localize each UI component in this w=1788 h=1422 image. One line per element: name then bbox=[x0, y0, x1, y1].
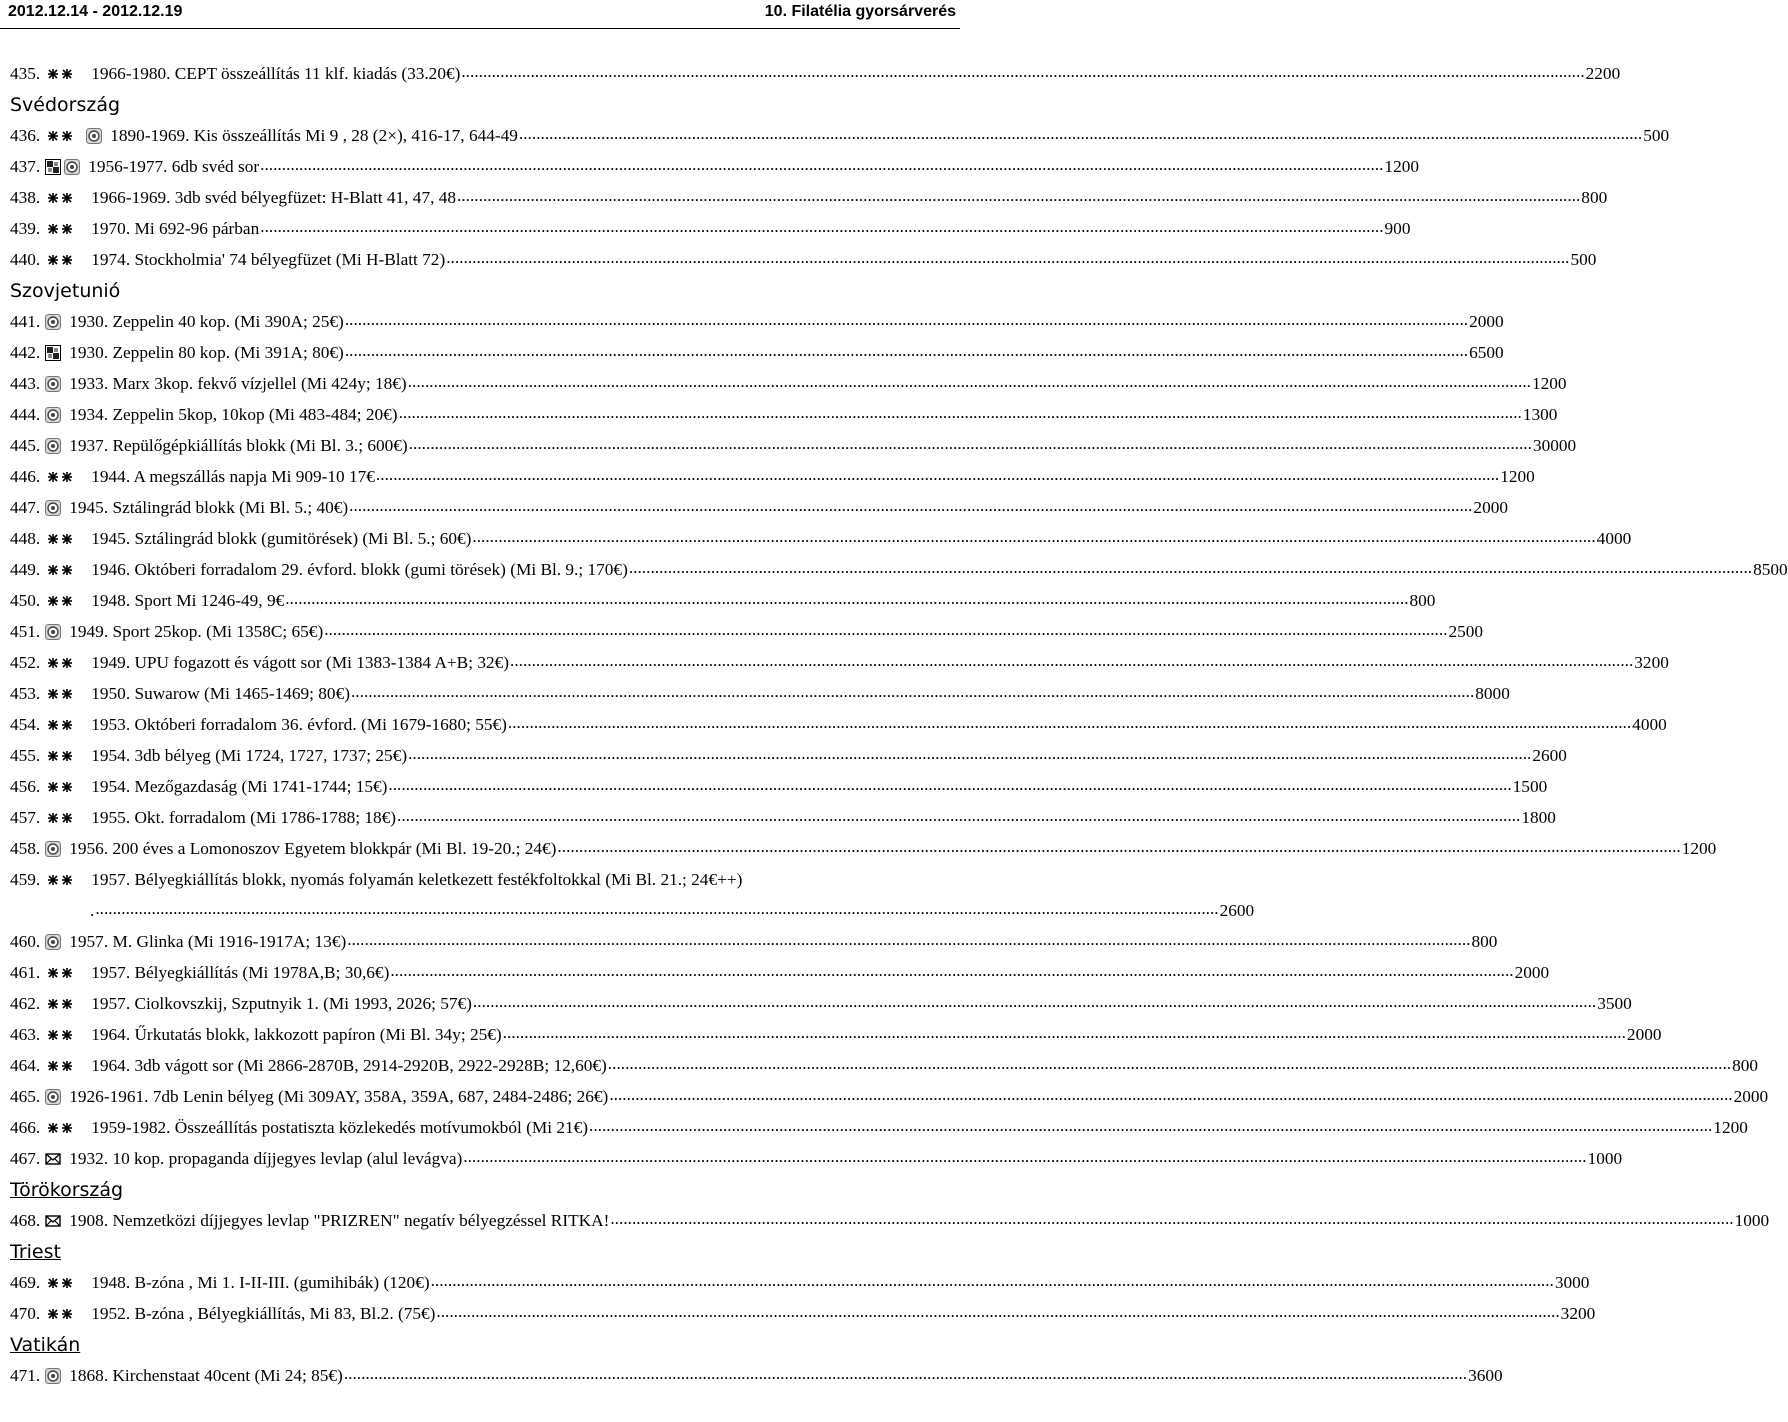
condition-icons bbox=[45, 531, 86, 547]
lot-price: 2500 bbox=[1448, 621, 1484, 641]
country-heading-text: Szovjetunió bbox=[10, 279, 121, 302]
lot-price: 500 bbox=[1643, 125, 1670, 145]
lot-price: 1200 bbox=[1681, 838, 1717, 858]
dot-leader: .................................................................................................................................................................................................................................................................... bbox=[408, 744, 1532, 763]
lot-number: 440. bbox=[10, 249, 41, 269]
lot-description: 1930. Zeppelin 40 kop. (Mi 390A; 25€) bbox=[69, 311, 344, 331]
lot-price: 2200 bbox=[1585, 63, 1621, 83]
lot-row bbox=[10, 306, 1504, 337]
lot-description: 1957. Bélyegkiállítás (Mi 1978A,B; 30,6€) bbox=[91, 962, 390, 982]
condition-icons bbox=[45, 252, 86, 268]
lot-number: 443. bbox=[10, 373, 41, 393]
lot-continuation bbox=[10, 895, 1255, 926]
lot-price: 1200 bbox=[1384, 156, 1419, 176]
lot-price: 1300 bbox=[1522, 404, 1558, 424]
lot-description: 1953. Októberi forradalom 36. évford. (Mi 1679-1680; 55€) bbox=[91, 714, 507, 734]
lot-number: 438. bbox=[10, 187, 41, 207]
double-star-icon bbox=[45, 562, 83, 578]
lot-description: 1948. B-zóna , Mi 1. I-II-III. (gumihibák) (120€) bbox=[91, 1272, 430, 1292]
lot-description: 1946. Októberi forradalom 29. évford. blokk (gumi törések) (Mi Bl. 9.; 170€) bbox=[91, 559, 628, 579]
lot-number: 451. bbox=[10, 621, 41, 641]
lot-description: 1966-1980. CEPT összeállítás 11 klf. kiadás (33.20€) bbox=[91, 63, 461, 83]
lot-price: 900 bbox=[1384, 218, 1411, 238]
lot-row bbox=[10, 802, 1556, 833]
circle-postmark-icon bbox=[64, 159, 80, 175]
double-star-icon bbox=[45, 252, 83, 268]
dot-leader: .................................................................................................................................................................................................................................................................... bbox=[510, 651, 1634, 670]
dot-leader: .................................................................................................................................................................................................................................................................... bbox=[398, 403, 1522, 422]
lot-description: 1948. Sport Mi 1246-49, 9€ bbox=[91, 590, 285, 610]
lot-price: 2600 bbox=[1219, 900, 1255, 920]
condition-icons bbox=[45, 1275, 86, 1291]
double-star-icon bbox=[45, 810, 83, 826]
lot-row bbox=[10, 523, 1632, 554]
lot-row bbox=[10, 120, 1670, 151]
dot-leader: .................................................................................................................................................................................................................................................................... bbox=[397, 806, 1521, 825]
dot-leader: .................................................................................................................................................................................................................................................................... bbox=[607, 1054, 1732, 1073]
lot-list bbox=[10, 58, 1788, 1391]
lot-number: 456. bbox=[10, 776, 41, 796]
lot-price: 2000 bbox=[1514, 962, 1550, 982]
dot-leader: .................................................................................................................................................................................................................................................................... bbox=[436, 1302, 1560, 1321]
double-star-icon bbox=[45, 593, 83, 609]
lot-description: 1956-1977. 6db svéd sor bbox=[88, 156, 260, 176]
double-star-icon bbox=[45, 66, 83, 82]
lot-price: 2600 bbox=[1532, 745, 1567, 765]
condition-icons bbox=[45, 407, 64, 423]
lot-row bbox=[10, 585, 1436, 616]
lot-description: 1934. Zeppelin 5kop, 10kop (Mi 483-484; 20€) bbox=[69, 404, 398, 424]
lot-number: 461. bbox=[10, 962, 41, 982]
dot-leader: .................................................................................................................................................................................................................................................................... bbox=[390, 961, 1514, 980]
lot-price: 800 bbox=[1409, 590, 1436, 610]
condition-icons bbox=[45, 500, 64, 516]
dot-leader: .................................................................................................................................................................................................................................................................... bbox=[407, 372, 1531, 391]
lot-description: 1954. 3db bélyeg (Mi 1724, 1727, 1737; 25€) bbox=[91, 745, 408, 765]
lot-row bbox=[10, 1081, 1769, 1112]
dot-leader: .................................................................................................................................................................................................................................................................... bbox=[260, 217, 1384, 236]
condition-icons bbox=[45, 190, 86, 206]
country-heading-text: Törökország bbox=[10, 1178, 124, 1201]
lot-description: 1952. B-zóna , Bélyegkiállítás, Mi 83, Bl.2. (75€) bbox=[91, 1303, 436, 1323]
lot-number: 452. bbox=[10, 652, 41, 672]
lot-price: 1000 bbox=[1587, 1148, 1623, 1168]
lot-row bbox=[10, 1205, 1770, 1236]
dot-leader: .................................................................................................................................................................................................................................................................... bbox=[95, 899, 1219, 918]
lot-row bbox=[10, 1360, 1503, 1391]
dot-leader: .................................................................................................................................................................................................................................................................... bbox=[343, 1364, 1468, 1383]
double-star-icon bbox=[45, 779, 83, 795]
circle-postmark-icon bbox=[45, 1368, 61, 1384]
lot-number: 465. bbox=[10, 1086, 41, 1106]
dot-leader: .................................................................................................................................................................................................................................................................... bbox=[610, 1209, 1734, 1228]
lot-number: 448. bbox=[10, 528, 41, 548]
condition-icons bbox=[45, 934, 64, 950]
lot-row bbox=[10, 213, 1411, 244]
lot-number: 463. bbox=[10, 1024, 41, 1044]
lot-price: 3600 bbox=[1468, 1365, 1503, 1385]
lot-description: 1950. Suwarow (Mi 1465-1469; 80€) bbox=[91, 683, 350, 703]
circle-postmark-icon bbox=[45, 438, 61, 454]
lot-price: 3200 bbox=[1634, 652, 1669, 672]
lot-description: 1970. Mi 692-96 párban bbox=[91, 218, 260, 238]
lot-number: 445. bbox=[10, 435, 41, 455]
lot-row bbox=[10, 1050, 1758, 1081]
lot-row bbox=[10, 182, 1608, 213]
lot-description: 1944. A megszállás napja Mi 909-10 17€ bbox=[91, 466, 375, 486]
lot-price: 4000 bbox=[1632, 714, 1667, 734]
lot-price: 800 bbox=[1471, 931, 1498, 951]
lot-price: 1000 bbox=[1734, 1210, 1770, 1230]
dot-leader: .................................................................................................................................................................................................................................................................... bbox=[609, 1085, 1733, 1104]
condition-icons bbox=[45, 717, 86, 733]
lot-price: 6500 bbox=[1469, 342, 1504, 362]
condition-icons bbox=[45, 1089, 64, 1105]
circle-postmark-icon bbox=[45, 1089, 61, 1105]
lot-price: 3000 bbox=[1554, 1272, 1590, 1292]
lot-number: 466. bbox=[10, 1117, 41, 1137]
lot-number: 467. bbox=[10, 1148, 41, 1168]
lot-price: 8000 bbox=[1475, 683, 1510, 703]
lot-number: 470. bbox=[10, 1303, 41, 1323]
condition-icons bbox=[45, 593, 86, 609]
condition-icons bbox=[45, 128, 105, 144]
condition-icons bbox=[45, 1368, 64, 1384]
lot-number: 458. bbox=[10, 838, 41, 858]
lot-description: 1868. Kirchenstaat 40cent (Mi 24; 85€) bbox=[69, 1365, 343, 1385]
lot-number: 471. bbox=[10, 1365, 41, 1385]
condition-icons bbox=[45, 345, 64, 361]
lot-row bbox=[10, 1298, 1596, 1329]
dot-leader: .................................................................................................................................................................................................................................................................... bbox=[344, 310, 1469, 329]
condition-icons bbox=[45, 1213, 64, 1229]
lot-row bbox=[10, 771, 1548, 802]
date-range: 2012.12.14 - 2012.12.19 bbox=[8, 3, 183, 20]
dot-leader: .................................................................................................................................................................................................................................................................... bbox=[502, 1023, 1626, 1042]
lot-number: 437. bbox=[10, 156, 41, 176]
circle-postmark-icon bbox=[45, 934, 61, 950]
lot-row bbox=[10, 1112, 1748, 1143]
lot-row bbox=[10, 492, 1508, 523]
lot-number: 444. bbox=[10, 404, 41, 424]
lot-price: 30000 bbox=[1532, 435, 1577, 455]
lot-description: 1957. Ciolkovszkij, Szputnyik 1. (Mi 1993, 2026; 57€) bbox=[91, 993, 472, 1013]
lot-price: 1200 bbox=[1713, 1117, 1748, 1137]
lot-description: 1937. Repülőgépkiállítás blokk (Mi Bl. 3.; 600€) bbox=[69, 435, 408, 455]
lot-number: 435. bbox=[10, 63, 41, 83]
dot-leader: .................................................................................................................................................................................................................................................................... bbox=[446, 248, 1570, 267]
lot-number: 442. bbox=[10, 342, 41, 362]
lot-number: 469. bbox=[10, 1272, 41, 1292]
lot-row bbox=[10, 1143, 1623, 1174]
lot-number: 459. bbox=[10, 869, 41, 889]
lot-description: 1908. Nemzetközi díjjegyes levlap "PRIZREN" negatív bélyegzéssel RITKA! bbox=[69, 1210, 610, 1230]
circle-postmark-icon bbox=[45, 500, 61, 516]
lot-row bbox=[10, 1019, 1662, 1050]
condition-icons bbox=[45, 655, 86, 671]
double-star-icon bbox=[45, 221, 83, 237]
lot-description: 1932. 10 kop. propaganda díjjegyes levlap (alul levágva) bbox=[69, 1148, 463, 1168]
double-star-icon bbox=[45, 872, 83, 888]
lot-row bbox=[10, 554, 1788, 585]
lot-number: 447. bbox=[10, 497, 41, 517]
circle-postmark-icon bbox=[45, 314, 61, 330]
lot-description: 1949. Sport 25kop. (Mi 1358C; 65€) bbox=[69, 621, 324, 641]
lot-price: 3200 bbox=[1560, 1303, 1596, 1323]
section-title: 10. Filatélia gyorsárverés bbox=[764, 3, 956, 20]
condition-icons bbox=[45, 438, 64, 454]
double-star-icon bbox=[45, 1120, 83, 1136]
condition-icons bbox=[45, 562, 86, 578]
country-heading-text: Vatikán bbox=[10, 1333, 81, 1356]
lot-number: 436. bbox=[10, 125, 41, 145]
condition-icons bbox=[45, 996, 86, 1012]
country-heading bbox=[10, 275, 872, 306]
country-heading-text: Svédország bbox=[10, 93, 121, 116]
envelope-icon bbox=[45, 1151, 61, 1167]
lot-row bbox=[10, 988, 1632, 1019]
lot-row bbox=[10, 58, 1621, 89]
circle-postmark-icon bbox=[86, 128, 102, 144]
double-star-icon bbox=[45, 1306, 83, 1322]
lot-price: 3500 bbox=[1597, 993, 1632, 1013]
condition-icons bbox=[45, 748, 86, 764]
condition-icons bbox=[45, 686, 86, 702]
lot-row bbox=[10, 1267, 1590, 1298]
condition-icons bbox=[45, 221, 86, 237]
dot-leader: .................................................................................................................................................................................................................................................................... bbox=[557, 837, 1681, 856]
dot-leader: .................................................................................................................................................................................................................................................................... bbox=[408, 434, 1532, 453]
lot-number: 446. bbox=[10, 466, 41, 486]
double-star-icon bbox=[45, 748, 83, 764]
condition-icons bbox=[45, 624, 64, 640]
lot-row bbox=[10, 678, 1510, 709]
lot-number: 441. bbox=[10, 311, 41, 331]
condition-icons bbox=[45, 1120, 86, 1136]
dot-leader: .................................................................................................................................................................................................................................................................... bbox=[350, 682, 1475, 701]
lot-number: 468. bbox=[10, 1210, 41, 1230]
lot-row bbox=[10, 244, 1597, 275]
lot-row bbox=[10, 337, 1504, 368]
dot-leader: .................................................................................................................................................................................................................................................................... bbox=[472, 527, 1596, 546]
double-star-icon bbox=[45, 1058, 83, 1074]
lot-price: 800 bbox=[1732, 1055, 1758, 1075]
double-star-icon bbox=[45, 717, 83, 733]
condition-icons bbox=[45, 1306, 86, 1322]
double-star-icon bbox=[45, 190, 83, 206]
condition-icons bbox=[45, 1151, 64, 1167]
lot-description: 1933. Marx 3kop. fekvő vízjellel (Mi 424y; 18€) bbox=[69, 373, 407, 393]
condition-icons bbox=[45, 1027, 86, 1043]
lot-number: 454. bbox=[10, 714, 41, 734]
condition-icons bbox=[45, 376, 64, 392]
lot-number: 460. bbox=[10, 931, 41, 951]
lot-number: 457. bbox=[10, 807, 41, 827]
lot-price: 2000 bbox=[1733, 1086, 1769, 1106]
condition-icons bbox=[45, 872, 86, 888]
lot-price: 800 bbox=[1581, 187, 1608, 207]
condition-icons bbox=[45, 469, 86, 485]
lot-description: 1890-1969. Kis összeállítás Mi 9 , 28 (2×), 416-17, 644-49 bbox=[110, 125, 518, 145]
lot-description: 1945. Sztálingrád blokk (Mi Bl. 5.; 40€) bbox=[69, 497, 349, 517]
country-heading bbox=[10, 89, 872, 120]
double-star-icon bbox=[45, 996, 83, 1012]
lot-row bbox=[10, 430, 1577, 461]
condition-icons bbox=[45, 810, 86, 826]
page-header bbox=[0, 0, 960, 29]
dot-leader: .................................................................................................................................................................................................................................................................... bbox=[347, 930, 1471, 949]
lot-description: 1964. 3db vágott sor (Mi 2866-2870B, 2914-2920B, 2922-2928B; 12,60€) bbox=[91, 1055, 607, 1075]
country-heading bbox=[10, 1174, 872, 1205]
lot-description: 1955. Okt. forradalom (Mi 1786-1788; 18€) bbox=[91, 807, 397, 827]
country-heading bbox=[10, 1236, 872, 1267]
lot-price: 4000 bbox=[1596, 528, 1632, 548]
lot-number: 462. bbox=[10, 993, 41, 1013]
lot-row bbox=[10, 833, 1717, 864]
country-heading-text: Triest bbox=[10, 1240, 61, 1263]
lot-row bbox=[10, 151, 1419, 182]
lot-description: 1957. M. Glinka (Mi 1916-1917A; 13€) bbox=[69, 931, 347, 951]
lot-price: 500 bbox=[1570, 249, 1597, 269]
dot-leader: .................................................................................................................................................................................................................................................................... bbox=[388, 775, 1512, 794]
condition-icons bbox=[45, 965, 86, 981]
dot-leader: .................................................................................................................................................................................................................................................................... bbox=[457, 186, 1581, 205]
dot-leader: .................................................................................................................................................................................................................................................................... bbox=[285, 589, 1409, 608]
lot-row bbox=[10, 740, 1567, 771]
condition-icons bbox=[45, 66, 86, 82]
lot-description: 1959-1982. Összeállítás postatiszta közlekedés motívumokból (Mi 21€) bbox=[91, 1117, 589, 1137]
lot-description: 1930. Zeppelin 80 kop. (Mi 391A; 80€) bbox=[69, 342, 344, 362]
dot-leader: .................................................................................................................................................................................................................................................................... bbox=[472, 992, 1597, 1011]
lot-row bbox=[10, 461, 1535, 492]
lot-number: 450. bbox=[10, 590, 41, 610]
lot-price: 2000 bbox=[1626, 1024, 1662, 1044]
double-star-icon bbox=[45, 128, 83, 144]
lot-number: 455. bbox=[10, 745, 41, 765]
lot-price: 1800 bbox=[1521, 807, 1556, 827]
lot-description: 1957. Bélyegkiállítás blokk, nyomás folyamán keletkezett festékfoltokkal (Mi Bl. 21.; 24€++) bbox=[91, 869, 743, 889]
lot-description: 1966-1969. 3db svéd bélyegfüzet: H-Blatt 41, 47, 48 bbox=[91, 187, 457, 207]
lot-description: . bbox=[90, 900, 95, 920]
dot-leader: .................................................................................................................................................................................................................................................................... bbox=[628, 558, 1753, 577]
circle-postmark-icon bbox=[45, 376, 61, 392]
double-star-icon bbox=[45, 965, 83, 981]
condition-icons bbox=[45, 159, 83, 175]
lot-number: 453. bbox=[10, 683, 41, 703]
dot-leader: .................................................................................................................................................................................................................................................................... bbox=[375, 465, 1500, 484]
circle-postmark-icon bbox=[45, 841, 61, 857]
lot-price: 2000 bbox=[1469, 311, 1504, 331]
double-star-icon bbox=[45, 1275, 83, 1291]
dot-leader: .................................................................................................................................................................................................................................................................... bbox=[430, 1271, 1554, 1290]
lot-number: 439. bbox=[10, 218, 41, 238]
lot-description: 1945. Sztálingrád blokk (gumitörések) (Mi Bl. 5.; 60€) bbox=[91, 528, 472, 548]
lot-price: 1200 bbox=[1531, 373, 1567, 393]
lot-description: 1949. UPU fogazott és vágott sor (Mi 1383-1384 A+B; 32€) bbox=[91, 652, 509, 672]
dot-leader: .................................................................................................................................................................................................................................................................... bbox=[507, 713, 1632, 732]
double-star-icon bbox=[45, 469, 83, 485]
condition-icons bbox=[45, 841, 64, 857]
circle-postmark-icon bbox=[45, 407, 61, 423]
dot-leader: .................................................................................................................................................................................................................................................................... bbox=[344, 341, 1469, 360]
condition-icons bbox=[45, 314, 64, 330]
lot-row bbox=[10, 926, 1498, 957]
lot-price: 1500 bbox=[1512, 776, 1548, 796]
block-stamp-icon bbox=[45, 159, 61, 175]
condition-icons bbox=[45, 1058, 86, 1074]
double-star-icon bbox=[45, 531, 83, 547]
double-star-icon bbox=[45, 686, 83, 702]
lot-number: 464. bbox=[10, 1055, 41, 1075]
lot-number: 449. bbox=[10, 559, 41, 579]
lot-price: 2000 bbox=[1473, 497, 1508, 517]
lot-description: 1954. Mezőgazdaság (Mi 1741-1744; 15€) bbox=[91, 776, 388, 796]
double-star-icon bbox=[45, 1027, 83, 1043]
lot-description: 1956. 200 éves a Lomonoszov Egyetem blokkpár (Mi Bl. 19-20.; 24€) bbox=[69, 838, 557, 858]
dot-leader: .................................................................................................................................................................................................................................................................... bbox=[349, 496, 1473, 515]
dot-leader: .................................................................................................................................................................................................................................................................... bbox=[463, 1147, 1587, 1166]
lot-description: 1964. Űrkutatás blokk, lakkozott papíron (Mi Bl. 34y; 25€) bbox=[91, 1024, 502, 1044]
lot-row bbox=[10, 368, 1567, 399]
lot-description: 1926-1961. 7db Lenin bélyeg (Mi 309AY, 358A, 359A, 687, 2484-2486; 26€) bbox=[69, 1086, 609, 1106]
lot-row bbox=[10, 864, 872, 895]
lot-row bbox=[10, 399, 1558, 430]
circle-postmark-icon bbox=[45, 624, 61, 640]
dot-leader: .................................................................................................................................................................................................................................................................... bbox=[260, 155, 1384, 174]
lot-row bbox=[10, 647, 1669, 678]
dot-leader: .................................................................................................................................................................................................................................................................... bbox=[324, 620, 1448, 639]
dot-leader: .................................................................................................................................................................................................................................................................... bbox=[589, 1116, 1713, 1135]
lot-row bbox=[10, 616, 1484, 647]
country-heading bbox=[10, 1329, 872, 1360]
lot-price: 1200 bbox=[1500, 466, 1535, 486]
lot-row bbox=[10, 957, 1550, 988]
lot-price: 8500 bbox=[1753, 559, 1788, 579]
dot-leader: .................................................................................................................................................................................................................................................................... bbox=[461, 62, 1585, 81]
dot-leader: .................................................................................................................................................................................................................................................................... bbox=[518, 124, 1643, 143]
lot-description: 1974. Stockholmia' 74 bélyegfüzet (Mi H-Blatt 72) bbox=[91, 249, 446, 269]
condition-icons bbox=[45, 779, 86, 795]
lot-row bbox=[10, 709, 1667, 740]
block-stamp-icon bbox=[45, 345, 61, 361]
double-star-icon bbox=[45, 655, 83, 671]
envelope-icon bbox=[45, 1213, 61, 1229]
